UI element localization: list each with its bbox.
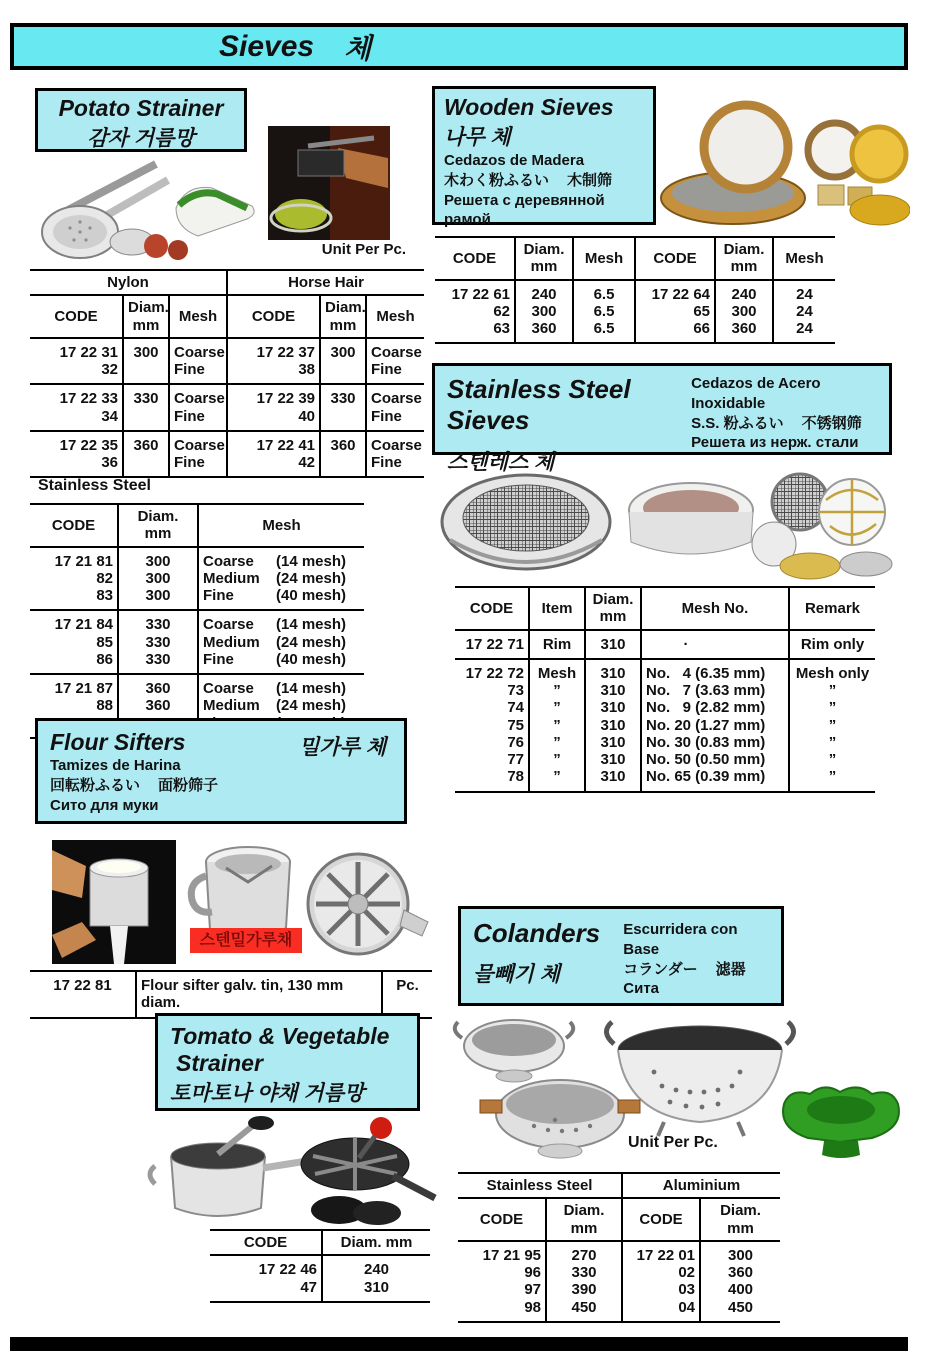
table-cell: (14 mesh) (24 mesh) (40 mesh) [276, 616, 347, 668]
table-row [455, 659, 875, 792]
flour-sifter-korean-label: 스텐밀가루채 [190, 928, 302, 953]
table-cell: Coarse Fine [169, 384, 227, 431]
wooden-sieves-table [435, 236, 835, 344]
column-header: Diam. mm [715, 237, 773, 280]
stainless-steel-sieves-photo [438, 460, 916, 584]
flour-sifters-header-box [35, 718, 407, 824]
column-header: CODE [243, 1234, 288, 1251]
stainless-steel-label: Stainless Steel [38, 477, 151, 494]
tomato-strainer-header-box [155, 1013, 420, 1111]
column-header: Horse Hair [227, 270, 424, 295]
table-cell: 6.5 6.5 6.5 [573, 280, 635, 344]
table-cell: 360 360 [118, 674, 198, 738]
table-cell: Coarse Fine [366, 431, 424, 478]
flour-sifters-title: Flour Sifters [50, 729, 186, 755]
colanders-title-japanese: コランダー [623, 960, 698, 978]
table-row [30, 431, 424, 478]
stainless-steel-sieves-header-box [432, 363, 892, 474]
column-header: Mesh [366, 295, 424, 338]
table-cell: Coarse Fine [366, 338, 424, 385]
column-header: Remark [789, 587, 875, 630]
potato-ricer-illustration [26, 148, 264, 266]
table-cell: Pc. [382, 971, 432, 1018]
ss-sieves-title: Stainless Steel Sieves [447, 374, 631, 435]
table-cell: Mesh ” ” ” ” ” ” [529, 659, 585, 792]
column-header: Diam. mm [123, 295, 169, 338]
ss-sieves-title-spanish: Cedazos de Acero Inoxidable [691, 375, 821, 412]
table-cell: 360 [320, 431, 366, 478]
page-footer-bar [10, 1337, 908, 1351]
ss-sieves-title-russian: Решета из нерж. стали [691, 434, 859, 452]
table-cell: 300 360 400 450 [700, 1241, 780, 1322]
nylon-horsehair-table [30, 269, 424, 478]
header-row [455, 587, 875, 630]
colanders-header-box [458, 906, 784, 1006]
table-cell: 240 300 360 [715, 280, 773, 344]
wooden-sieves-photo [658, 92, 910, 234]
flour-sifter-photo [52, 840, 176, 964]
table-cell: 240 300 360 [515, 280, 573, 344]
table-cell: Coarse Medium [198, 674, 272, 738]
header-row [210, 1230, 430, 1255]
header-row [435, 237, 835, 280]
table-cell: Coarse Fine [169, 431, 227, 478]
potato-strainer-photo [268, 126, 390, 240]
table-cell: Coarse Medium Fine [198, 610, 272, 674]
column-header: Diam. mm [585, 587, 641, 630]
column-header: Diam. mm [320, 295, 366, 338]
table-cell: Coarse Fine [169, 338, 227, 385]
header-row [458, 1198, 780, 1241]
table-cell: 17 22 39 40 [227, 384, 320, 431]
table-cell: Rim only [789, 630, 875, 659]
table-cell: · [641, 630, 789, 659]
colanders-title-russian: Сита [623, 980, 660, 998]
flour-sifters-title-chinese: 面粉筛子 [158, 776, 219, 794]
wooden-sieves-title-russian: Решета с деревянной рамой [444, 191, 605, 229]
stainless-steel-table [30, 503, 364, 739]
page-title: Sieves [219, 29, 315, 63]
colanders-title: Colanders [473, 918, 601, 948]
table-row [210, 1255, 430, 1302]
table-cell: Coarse Medium Fine [198, 547, 272, 611]
table-row [30, 610, 364, 674]
column-header: Aluminium [622, 1173, 780, 1198]
colanders-title-spanish: Escurridera con Base [623, 921, 738, 958]
table-cell: 17 21 84 85 86 [54, 616, 113, 668]
table-cell: 240 310 [322, 1255, 430, 1302]
table-cell: 17 22 35 36 [59, 436, 118, 471]
colanders-table [458, 1172, 780, 1323]
potato-strainer-header-box [35, 88, 247, 152]
colanders-title-korean: 믈빼기 체 [473, 963, 560, 986]
column-header: Item [529, 587, 585, 630]
table-row [30, 338, 424, 385]
wooden-sieves-title: Wooden Sieves [444, 94, 614, 120]
header-row [458, 1173, 780, 1198]
table-cell: 300 300 300 [118, 547, 198, 611]
column-header: Mesh [169, 295, 227, 338]
column-header: Diam. mm [546, 1198, 622, 1241]
table-row [458, 1241, 780, 1322]
column-header: Mesh [573, 237, 635, 280]
header-row [30, 270, 424, 295]
table-row [435, 280, 835, 344]
table-cell: 300 [123, 338, 169, 385]
tomato-strainer-table [210, 1229, 430, 1303]
table-cell: 17 22 37 38 [227, 338, 320, 385]
column-header: CODE [452, 249, 497, 267]
ss-sieves-title-chinese: 不锈钢筛 [801, 414, 862, 432]
tomato-strainer-title-line2: Strainer [176, 1050, 263, 1076]
unit-per-pc-label-bottom: Unit Per Pc. [628, 1134, 718, 1151]
column-header: Diam. mm [322, 1230, 430, 1255]
table-cell: 17 22 41 42 [227, 431, 320, 478]
header-row [30, 504, 364, 547]
ss-sieves-title-japanese: S.S. 粉ふるい [691, 414, 784, 432]
table-cell: 310 310 310 310 310 310 310 [585, 659, 641, 792]
stainless-steel-sieves-table [455, 586, 875, 793]
wooden-sieves-title-japanese: 木わく粉ふるい [444, 171, 550, 189]
wooden-sieves-title-korean: 나무 체 [444, 126, 511, 149]
table-row [455, 630, 875, 659]
column-header: Mesh No. [641, 587, 789, 630]
table-cell: 17 21 95 96 97 98 [482, 1246, 541, 1316]
table-cell: 17 21 87 88 [54, 680, 113, 715]
table-cell: 17 22 61 62 63 [451, 285, 510, 337]
column-header: CODE [479, 1210, 524, 1228]
column-header: Diam. mm [700, 1198, 780, 1241]
table-row [30, 971, 432, 1018]
flour-sifters-title-japanese: 回転粉ふるい [50, 776, 141, 794]
column-header: Diam. mm [118, 504, 198, 547]
table-cell: (14 mesh) (24 mesh) (40 mesh) [276, 552, 347, 604]
table-cell: 310 [585, 630, 641, 659]
wooden-sieves-header-box [432, 86, 656, 229]
table-cell: 330 [320, 384, 366, 431]
column-header: Mesh [198, 504, 364, 547]
tomato-strainer-photo [143, 1116, 438, 1230]
table-cell: 17 22 64 65 66 [635, 280, 715, 344]
flour-sifter-code-table [30, 970, 432, 1019]
table-cell: 270 330 390 450 [546, 1241, 622, 1322]
flour-sifters-title-spanish: Tamizes de Harina [50, 757, 181, 774]
table-cell: 17 21 81 82 83 [54, 552, 113, 604]
table-cell: (14 mesh) (24 mesh) [276, 680, 347, 715]
ss-sieves-title-korean: 스텐레스 체 [447, 451, 555, 474]
column-header: Diam. mm [515, 237, 573, 280]
table-cell: 24 24 24 [773, 280, 835, 344]
column-header: CODE [227, 295, 320, 338]
column-header: CODE [635, 237, 715, 280]
wooden-sieves-title-spanish: Cedazos de Madera [444, 152, 585, 169]
column-header: CODE [622, 1198, 700, 1241]
flour-sifters-title-russian: Сито для муки [50, 796, 159, 814]
table-cell: 17 22 81 [53, 977, 112, 994]
table-cell: 17 22 46 47 [258, 1261, 317, 1296]
column-header: Nylon [107, 274, 149, 291]
table-cell: 17 22 72 73 74 75 76 77 78 [465, 664, 524, 786]
table-cell: No. 4 (6.35 mm) No. 7 (3.63 mm) No. 9 (2.82 mm) No. 20 (1.27 mm) No. 30 (0.83 mm) No. 50 (0.50 mm) No. 65 (0.39 mm) [641, 659, 789, 792]
table-row [30, 547, 364, 611]
column-header: Stainless Steel [486, 1177, 593, 1194]
flour-sifters-title-korean: 밀가루 체 [299, 736, 386, 759]
table-cell: 17 22 31 32 [59, 343, 118, 378]
table-cell: Coarse Fine [366, 384, 424, 431]
colanders-title-chinese: 滤器 [715, 960, 746, 978]
table-cell: 330 [123, 384, 169, 431]
table-cell: 17 22 71 [465, 635, 524, 653]
potato-strainer-title: Potato Strainer [58, 95, 224, 121]
table-cell: Mesh only ” ” ” ” ” ” [789, 659, 875, 792]
page-title-korean: 체 [344, 32, 372, 64]
page-title-bar [10, 23, 908, 70]
tomato-strainer-title-korean: 토마토나 야채 거름망 [170, 1082, 365, 1105]
unit-per-pc-label-top: Unit Per Pc. [321, 241, 406, 258]
table-cell: 360 [123, 431, 169, 478]
column-header: CODE [54, 307, 98, 325]
table-cell: 17 22 33 34 [59, 390, 118, 425]
column-header: Mesh [773, 237, 835, 280]
column-header: CODE [51, 516, 96, 534]
table-cell: Rim [529, 630, 585, 659]
table-cell: 330 330 330 [118, 610, 198, 674]
column-header: CODE [469, 599, 514, 617]
table-cell: 17 22 01 02 03 04 [622, 1241, 700, 1322]
wooden-sieves-title-chinese: 木制筛 [567, 171, 613, 189]
table-cell: 300 [320, 338, 366, 385]
flour-sifter-rotary-photo [300, 848, 430, 964]
table-cell: Flour sifter galv. tin, 130 mm diam. [136, 971, 382, 1018]
potato-strainer-title-korean: 감자 거름망 [87, 127, 195, 150]
header-row [30, 295, 424, 338]
table-row [30, 384, 424, 431]
tomato-strainer-title-line1: Tomato & Vegetable [170, 1023, 390, 1049]
